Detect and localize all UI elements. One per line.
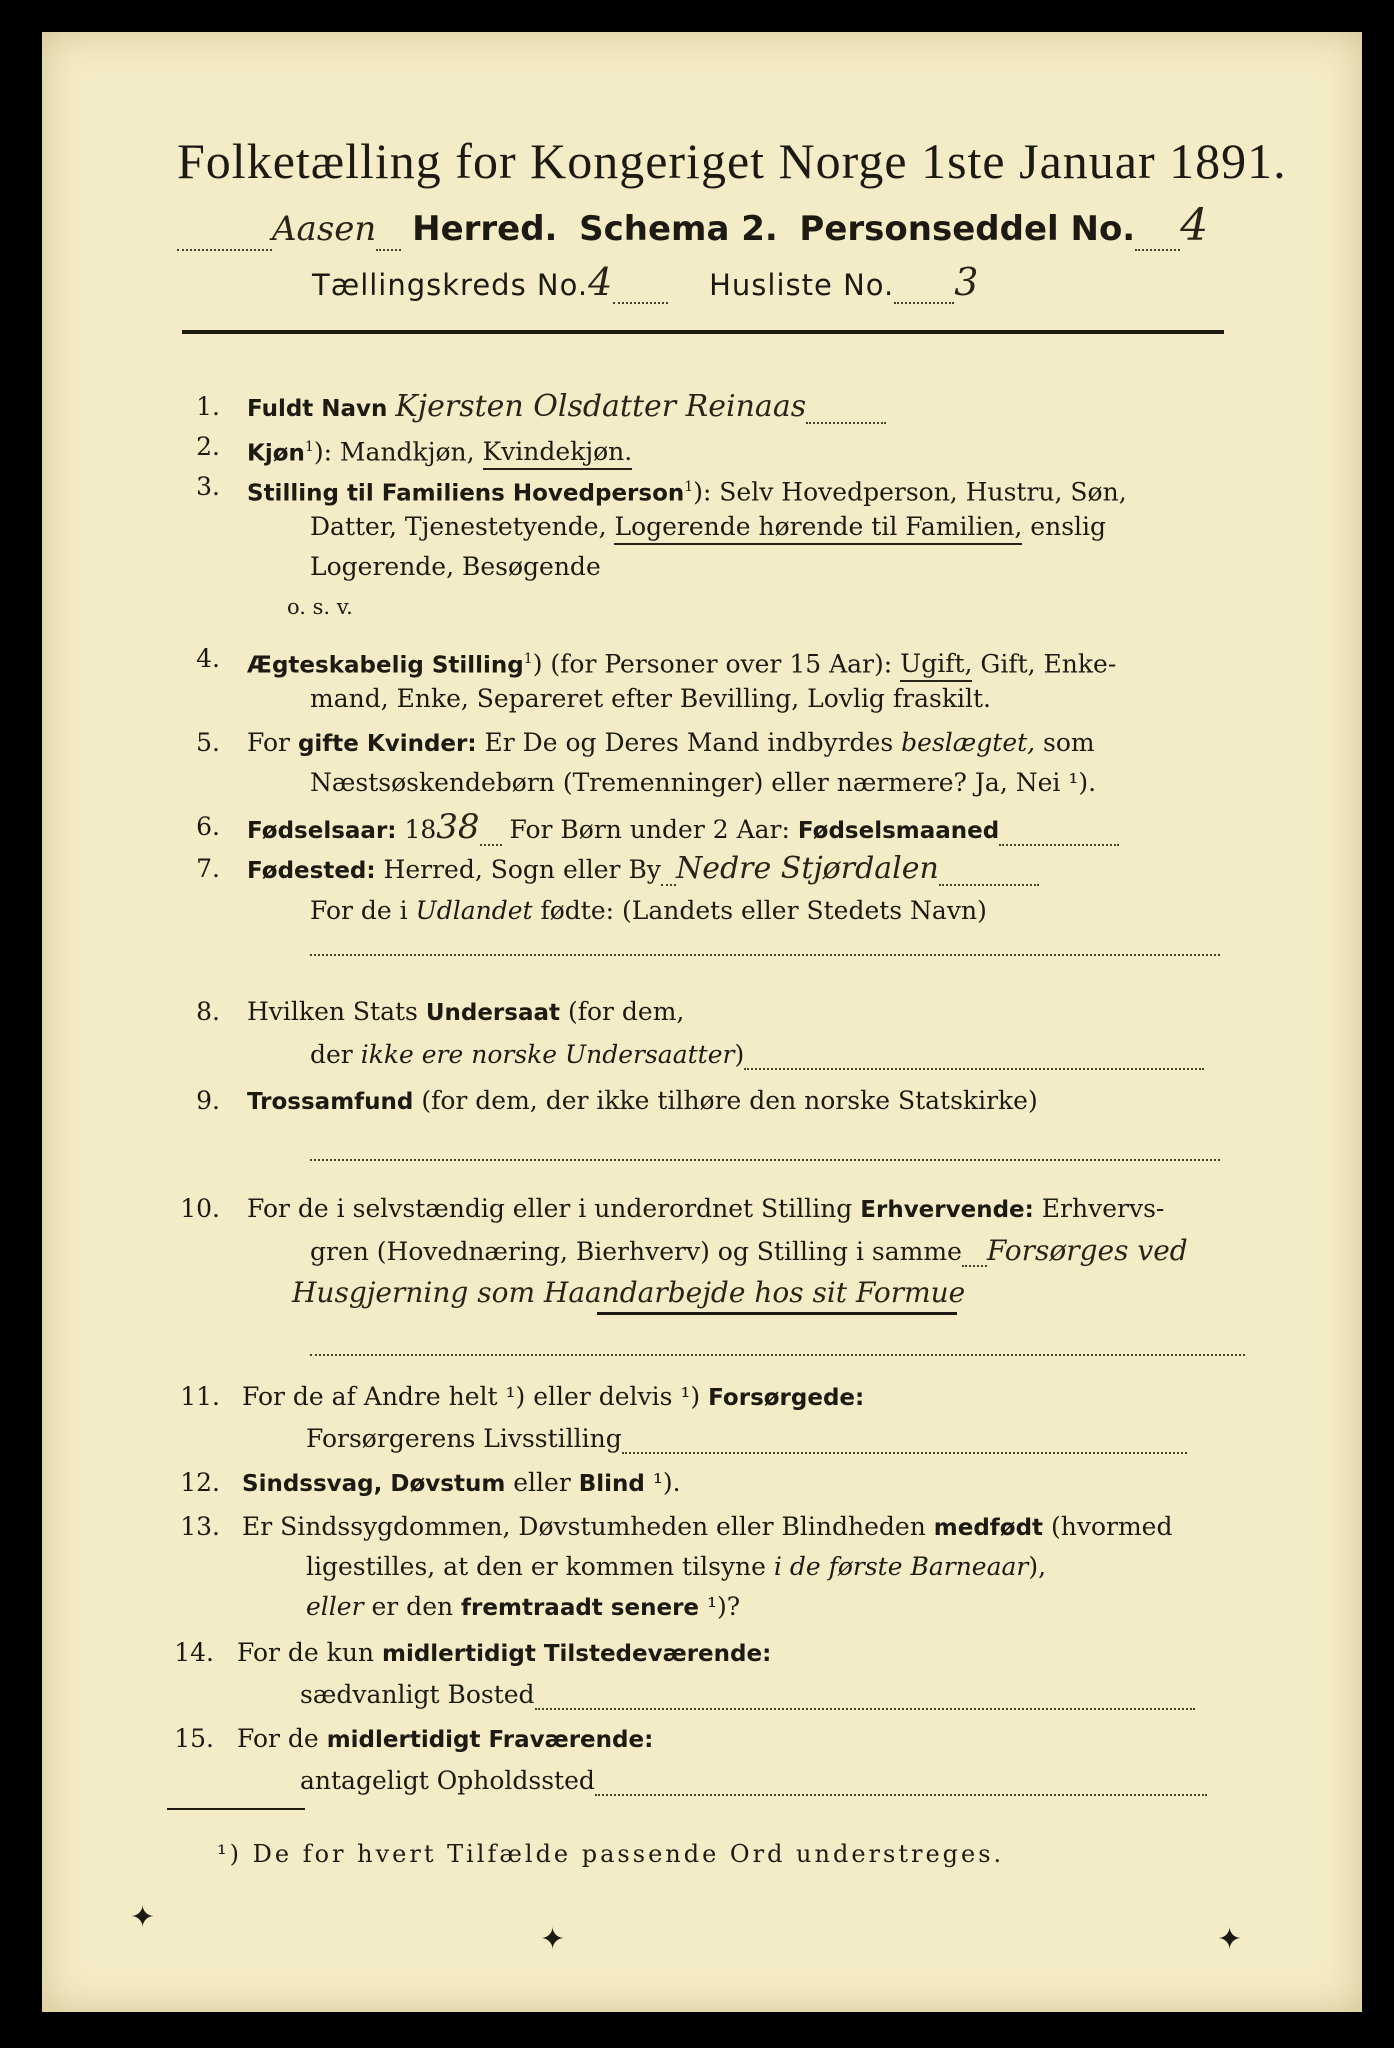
taellingskreds-label: Tællingskreds No. [312, 268, 589, 302]
q8-line-2 [310, 1040, 1204, 1070]
q10-text: Erhvervs- [1033, 1194, 1165, 1223]
q8-label: Undersaat [425, 1000, 560, 1026]
q6-num: 6. [196, 812, 220, 841]
q7-num: 7. [196, 854, 220, 883]
q1-label: Fuldt Navn [247, 396, 388, 422]
q6-prefix: 18 [404, 815, 437, 844]
q10-line-2 [310, 1236, 1188, 1267]
husliste-dots [894, 294, 954, 304]
q3-line-4: o. s. v. [287, 595, 353, 619]
q13-line-1 [242, 1512, 1172, 1543]
q7-text: Herred, Sogn eller By [375, 855, 661, 884]
header-line-1 [177, 200, 1208, 251]
herred-dots-2 [376, 241, 401, 251]
q7-dots-1 [661, 876, 676, 886]
q8-dots [744, 1060, 1204, 1070]
q14-line-1 [237, 1638, 771, 1669]
registration-mark-right-icon: ✦ [1217, 1922, 1243, 1957]
q4-line1-pre: ) (for Personer over 15 Aar): [532, 649, 901, 679]
q3-line-2 [310, 512, 1106, 542]
q13-line3-post: ¹)? [699, 1592, 741, 1621]
q10-pre: For de i selvstændig eller i underordnet Stilling [247, 1194, 861, 1223]
q10-blank-line [310, 1337, 1245, 1356]
q8-pre: Hvilken Stats [247, 997, 426, 1026]
herred-dots [177, 241, 272, 251]
q12-label: Sindssvag, Døvstum [242, 1471, 506, 1497]
q13-line2-pre: ligestilles, at den er kommen tilsyne [306, 1552, 774, 1581]
q14-dots [535, 1700, 1195, 1710]
q6-row [247, 807, 1119, 847]
q2-num: 2. [196, 432, 220, 461]
q13-label: medfødt [933, 1515, 1044, 1541]
q12-row [242, 1468, 681, 1499]
q13-line-2 [306, 1552, 1046, 1582]
q8-line2-post: ) [734, 1040, 745, 1069]
q10-line2: gren (Hovednæring, Bierhverv) og Stilling i samme [310, 1237, 962, 1266]
q15-line2: antageligt Opholdssted [300, 1766, 595, 1795]
q15-pre: For de [237, 1724, 327, 1753]
q7-label: Fødested: [247, 858, 376, 884]
q13-line3-italic: eller [306, 1592, 364, 1621]
q2-row [247, 432, 632, 468]
q15-line-1 [237, 1724, 653, 1755]
q10-line-3 [292, 1276, 965, 1309]
q6-dots-2 [999, 836, 1119, 846]
q5-line-2: Næstsøskendebørn (Tremenninger) eller nærmere? Ja, Nei ¹). [310, 768, 1097, 797]
q7-line2-italic: Udlandet [415, 896, 533, 925]
q5-pre: For [247, 728, 298, 757]
q12-text: eller [505, 1468, 579, 1497]
personseddel-value: 4 [1180, 200, 1209, 251]
q7-dots-2 [939, 876, 1039, 886]
q9-text: (for dem, der ikke tilhøre den norske Statskirke) [413, 1086, 1038, 1115]
q11-pre: For de af Andre helt ¹) eller delvis ¹) [242, 1382, 709, 1411]
q14-line2: sædvanligt Bosted [300, 1680, 535, 1709]
q13-num: 13. [180, 1512, 220, 1541]
q6-value: 38 [436, 807, 480, 847]
q9-num: 9. [196, 1086, 220, 1115]
q4-label: Ægteskabelig Stilling [247, 652, 524, 679]
q4-num: 4. [196, 644, 220, 673]
q11-label: Forsørgede: [708, 1385, 865, 1411]
q3-line1-text: ): Selv Hovedperson, Hustru, Søn, [693, 477, 1127, 507]
q3-line2-underlined: Logerende hørende til Familien, [614, 512, 1022, 545]
q10-num: 10. [180, 1194, 220, 1223]
q4-sup: 1 [523, 651, 533, 667]
q7-blank-dots [310, 946, 1220, 956]
q9-label: Trossamfund [247, 1089, 414, 1115]
q1-num: 1. [196, 392, 220, 421]
q4-underlined: Ugift, [900, 649, 972, 682]
q11-dots [622, 1444, 1187, 1454]
q7-line2-pre: For de i [310, 896, 416, 925]
q3-line2-post: enslig [1022, 512, 1107, 541]
q1-value: Kjersten Olsdatter Reinaas [395, 389, 807, 424]
q13-pre: Er Sindssygdommen, Døvstumheden eller Blindheden [242, 1512, 934, 1541]
q12-label2: Blind [578, 1471, 645, 1497]
q2-label: Kjøn [247, 440, 305, 467]
q5-num: 5. [196, 728, 220, 757]
q8-line2-italic: ikke ere norske Undersaatter [360, 1040, 735, 1069]
q2-sup: 1 [304, 439, 314, 455]
q2-text: ): Mandkjøn, [313, 437, 483, 467]
q8-text: (for dem, [560, 997, 685, 1026]
q11-line-1 [242, 1382, 864, 1413]
q10-dots [962, 1257, 987, 1267]
q3-num: 3. [196, 472, 220, 501]
taellingskreds-dots [613, 294, 668, 304]
q15-dots [595, 1786, 1207, 1796]
q15-num: 15. [174, 1724, 214, 1753]
q12-post: ¹). [644, 1468, 681, 1497]
q15-label: midlertidigt Fraværende: [326, 1727, 654, 1753]
census-form-sheet [42, 32, 1362, 2012]
q1-row [247, 389, 886, 424]
q7-line-2 [310, 896, 987, 926]
q1-dots [806, 414, 886, 424]
personseddel-dots [1135, 241, 1180, 251]
q14-pre: For de kun [237, 1638, 382, 1667]
q8-line-1 [247, 997, 684, 1028]
q10-underline-stroke [597, 1312, 957, 1315]
q14-num: 14. [174, 1638, 214, 1667]
q13-line2-italic: i de første Barneaar [773, 1552, 1029, 1581]
q6-label2: Fødselsmaaned [797, 818, 1000, 844]
q3-line-3: Logerende, Besøgende [310, 552, 601, 581]
q9-blank-dots [310, 1151, 1220, 1161]
q7-line2-post: fødte: (Landets eller Stedets Navn) [532, 896, 987, 925]
husliste-value: 3 [954, 260, 980, 304]
footnote-rule [167, 1808, 305, 1810]
q5-label: gifte Kvinder: [297, 731, 477, 757]
q4-line1-post: Gift, Enke- [972, 649, 1117, 679]
taellingskreds-value: 4 [588, 260, 614, 304]
q4-line-2: mand, Enke, Separeret efter Bevilling, Lovlig fraskilt. [310, 684, 991, 713]
q15-line-2 [300, 1766, 1207, 1796]
header-rule [182, 330, 1224, 334]
q13-line3-label: fremtraadt senere [461, 1595, 700, 1621]
q3-sup: 1 [684, 479, 694, 495]
q13-line3-text: er den [363, 1592, 462, 1621]
q10-label: Erhvervende: [860, 1197, 1034, 1223]
q10-value2: Husgjerning som Haandarbejde hos sit Formue [292, 1276, 966, 1309]
q10-line-1 [247, 1194, 1164, 1225]
q7-blank-line [310, 937, 1220, 956]
q5-post: som [1035, 728, 1095, 757]
q6-text: For Børn under 2 Aar: [509, 815, 798, 844]
q2-underlined: Kvindekjøn. [483, 437, 633, 470]
q13-line2-post: ), [1028, 1552, 1047, 1581]
q11-line2: Forsørgerens Livsstilling [306, 1424, 622, 1453]
q8-num: 8. [196, 997, 220, 1026]
q5-line-1 [247, 728, 1095, 759]
q5-text: Er De og Deres Mand indbyrdes [476, 728, 902, 757]
header-line-2 [312, 260, 979, 304]
personseddel-label: Personseddel No. [799, 209, 1136, 249]
footnote: ¹) De for hvert Tilfælde passende Ord understreges. [217, 1840, 1005, 1868]
q14-label: midlertidigt Tilstedeværende: [381, 1641, 772, 1667]
q3-line-1 [247, 472, 1127, 508]
q4-line-1 [247, 644, 1116, 680]
q7-value: Nedre Stjørdalen [675, 851, 939, 886]
husliste-label: Husliste No. [709, 268, 895, 302]
q3-line2-pre: Datter, Tjenestetyende, [310, 512, 615, 541]
q10-blank-dots [310, 1346, 1245, 1356]
registration-mark-left-icon: ✦ [130, 1900, 156, 1935]
q14-line-2 [300, 1680, 1195, 1710]
q13-post: (hvormed [1043, 1512, 1173, 1541]
q7-line-1 [247, 851, 1039, 886]
form-title: Folketælling for Kongeriget Norge 1ste Januar 1891. [177, 133, 1287, 189]
q3-label: Stilling til Familiens Hovedperson [247, 480, 685, 507]
q9-row [247, 1086, 1038, 1117]
q11-num: 11. [180, 1382, 220, 1411]
q13-line-3 [306, 1592, 740, 1623]
herred-label: Herred. [412, 209, 558, 249]
registration-mark-center-icon: ✦ [540, 1922, 566, 1957]
q12-num: 12. [180, 1468, 220, 1497]
q5-italic: beslægtet, [901, 728, 1036, 757]
q8-line2-pre: der [310, 1040, 361, 1069]
herred-value: Aasen [272, 209, 377, 249]
q9-blank-line [310, 1142, 1220, 1161]
schema-label: Schema 2. [579, 209, 778, 249]
q10-value1: Forsørges ved [986, 1234, 1188, 1267]
q11-line-2 [306, 1424, 1187, 1454]
q6-dots-1 [480, 836, 502, 846]
q6-label: Fødselsaar: [247, 818, 397, 844]
